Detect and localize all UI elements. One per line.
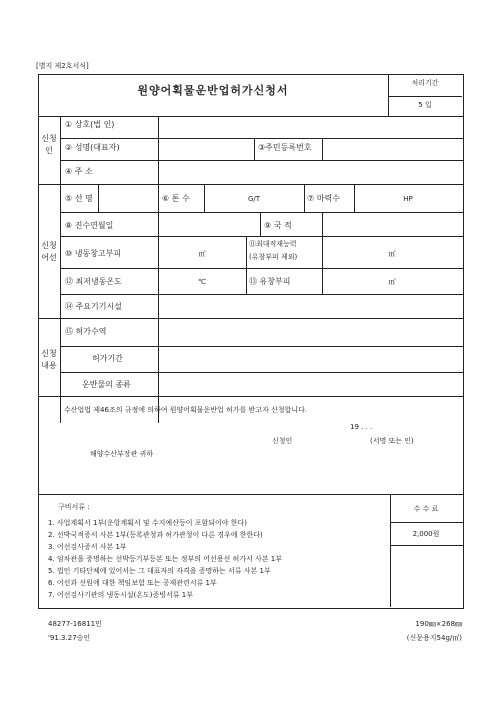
freezer-volume-unit: ㎥ [198,250,206,258]
resident-number-label: ③주민등록번호 [258,143,312,152]
signature-note: (서명 또는 인) [370,437,414,445]
document-item: 5. 법인 기타단체에 있어서는 그 대표자의 자격을 증명하는 서류 사본 1부 [48,567,271,575]
max-capacity-note: (유창부피 제외) [249,253,298,261]
permit-period-label: 허가기간 [92,354,123,363]
horsepower-label: ⑦ 마력수 [307,194,340,203]
fee-label: 수 수 료 [413,505,439,513]
oil-tank-unit: ㎥ [388,278,396,286]
representative-name-field[interactable] [159,139,253,159]
max-capacity-unit: ㎥ [388,250,396,258]
address-field[interactable] [159,161,461,183]
tonnage-label: ⑥ 톤 수 [162,194,190,203]
document-item: 6. 어선과 선원에 대한 책임보험 또는 공제관련서류 1부 [48,579,217,587]
address-label: ④ 주 소 [65,167,93,176]
min-temperature-unit: ℃ [198,278,206,286]
documents-heading: 구비서류 : [58,503,90,511]
request-section-label: 신청내용 [41,349,57,370]
nationality-field[interactable] [323,213,461,235]
paper-size: 190㎜×268㎜ [415,620,462,628]
min-temperature-label: ⑫ 최저냉동온도 [65,277,122,286]
main-equipment-field[interactable] [159,295,461,317]
cargo-type-field[interactable] [159,373,461,395]
processing-period-value: 5 일 [418,101,432,109]
declaration-date: 19 . . . [350,423,373,431]
document-item: 1. 사업계획서 1부(운항계획서 및 수지예산등이 포함되어야 한다) [48,519,247,527]
document-item: 2. 선박국적증서 사본 1부(등록관청과 허가관청이 다른 경우에 한한다) [48,531,263,539]
launch-date-field[interactable] [159,213,259,235]
representative-name-label: ② 성명(대표자) [65,143,120,152]
form-code: 48277-16811민 [48,620,102,628]
approval-date: '91.3.27승인 [48,634,91,642]
form-title: 원양어획물운반업허가신청서 [137,84,289,97]
applicant-section-label: 신청인 [41,134,57,155]
max-capacity-label: ⑪최대적재능력 [249,240,297,248]
document-item: 4. 임차관을 증명하는 선박등기부등본 또는 정부의 어선용선 허가서 사본 1부 [48,555,283,563]
cargo-type-label: 운반물의 종류 [82,380,131,389]
launch-date-label: ⑧ 진수연월일 [65,221,114,230]
freezer-volume-label: ⑩ 냉동창고부피 [65,249,122,258]
permit-area-label: ⑮ 허가수역 [65,327,107,336]
main-equipment-label: ⑭ 주요기기시설 [65,302,122,311]
nationality-label: ⑨ 국 적 [264,221,292,230]
permit-period-field[interactable] [159,347,461,371]
processing-period-label: 처리기간 [411,79,439,87]
business-name-field[interactable] [159,117,461,137]
vessel-section-label: 신청어선 [41,241,57,262]
oil-tank-label: ⑬ 유창부피 [249,277,291,286]
form-number: [별지 제2호서식] [36,62,89,70]
fee-value: 2,000원 [412,530,440,538]
document-item: 3. 어선검사증서 사본 1부 [48,543,127,551]
document-item: 7. 어선검사기관의 냉동시설(온도)증빙서류 1부 [48,591,193,599]
applicant-sign-label: 신청인 [272,437,293,445]
vessel-name-label: ⑤ 선 명 [65,194,93,203]
vessel-name-field[interactable] [99,185,157,211]
paper-type: (신문용지54g/㎡) [406,634,462,642]
business-name-label: ① 상호(법 인) [65,120,115,129]
tonnage-unit: G/T [247,195,261,203]
horsepower-unit: HP [403,195,413,203]
declaration-statement: 수산업법 제46조의 규정에 의하여 원양어획물운반업 허가를 받고자 신청합니다. [64,406,308,414]
permit-area-field[interactable] [159,319,461,345]
resident-number-field[interactable] [323,139,461,159]
addressee: 해양수산부장관 귀하 [90,450,154,458]
